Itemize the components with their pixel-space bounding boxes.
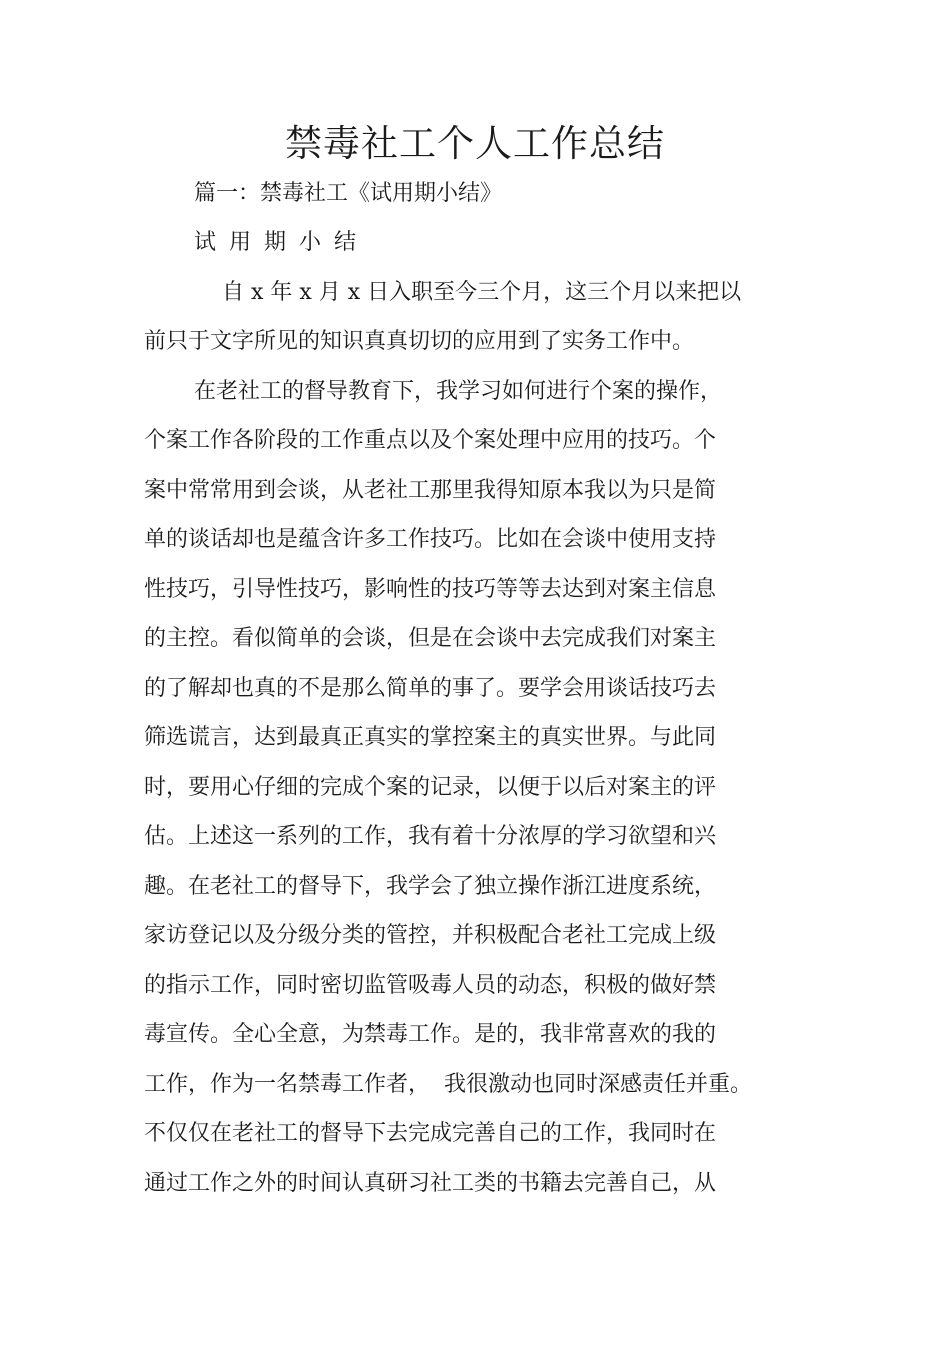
body-line: 时，要用心仔细的完成个案的记录，以便于以后对案主的评: [144, 775, 717, 800]
body-line: 通过工作之外的时间认真研习社工类的书籍去完善自己，从: [144, 1171, 717, 1196]
body-line: 单的谈话却也是蕴含许多工作技巧。比如在会谈中使用支持: [144, 527, 717, 552]
body-line: 的指示工作，同时密切监管吸毒人员的动态，积极的做好禁: [144, 973, 717, 998]
body-line: 个案工作各阶段的工作重点以及个案处理中应用的技巧。个: [144, 428, 717, 453]
body-line: 的主控。看似简单的会谈，但是在会谈中去完成我们对案主: [144, 626, 717, 651]
body-line: 不仅仅在老社工的督导下去完成完善自己的工作，我同时在: [144, 1121, 717, 1146]
body-line: 的了解却也真的不是那么简单的事了。要学会用谈话技巧去: [144, 676, 717, 701]
body-line: 工作，作为一名禁毒工作者， 我很激动也同时深感责任并重。: [144, 1072, 752, 1097]
body-line: 案中常常用到会谈，从老社工那里我得知原本我以为只是简: [144, 478, 717, 503]
section-subtitle: 篇一：禁毒社工《试用期小结》: [194, 181, 503, 206]
body-line: 前只于文字所见的知识真真切切的应用到了实务工作中。: [144, 329, 695, 354]
section-heading: 试 用 期 小 结: [194, 230, 356, 255]
body-line: 自 x 年 x 月 x 日入职至今三个月，这三个月以来把以: [222, 280, 742, 305]
body-line: 性技巧，引导性技巧，影响性的技巧等等去达到对案主信息: [144, 577, 717, 602]
body-line: 毒宣传。全心全意，为禁毒工作。是的，我非常喜欢的我的: [144, 1022, 717, 1047]
body-line: 趣。在老社工的督导下，我学会了独立操作浙江进度系统，: [144, 874, 717, 899]
body-line: 家访登记以及分级分类的管控，并积极配合老社工完成上级: [144, 923, 717, 948]
body-line: 估。上述这一系列的工作，我有着十分浓厚的学习欲望和兴: [144, 824, 717, 849]
page-title: 禁毒社工个人工作总结: [285, 122, 665, 165]
body-line: 在老社工的督导教育下，我学习如何进行个案的操作，: [194, 379, 723, 404]
body-line: 筛选谎言，达到最真正真实的掌控案主的真实世界。与此同: [144, 725, 717, 750]
